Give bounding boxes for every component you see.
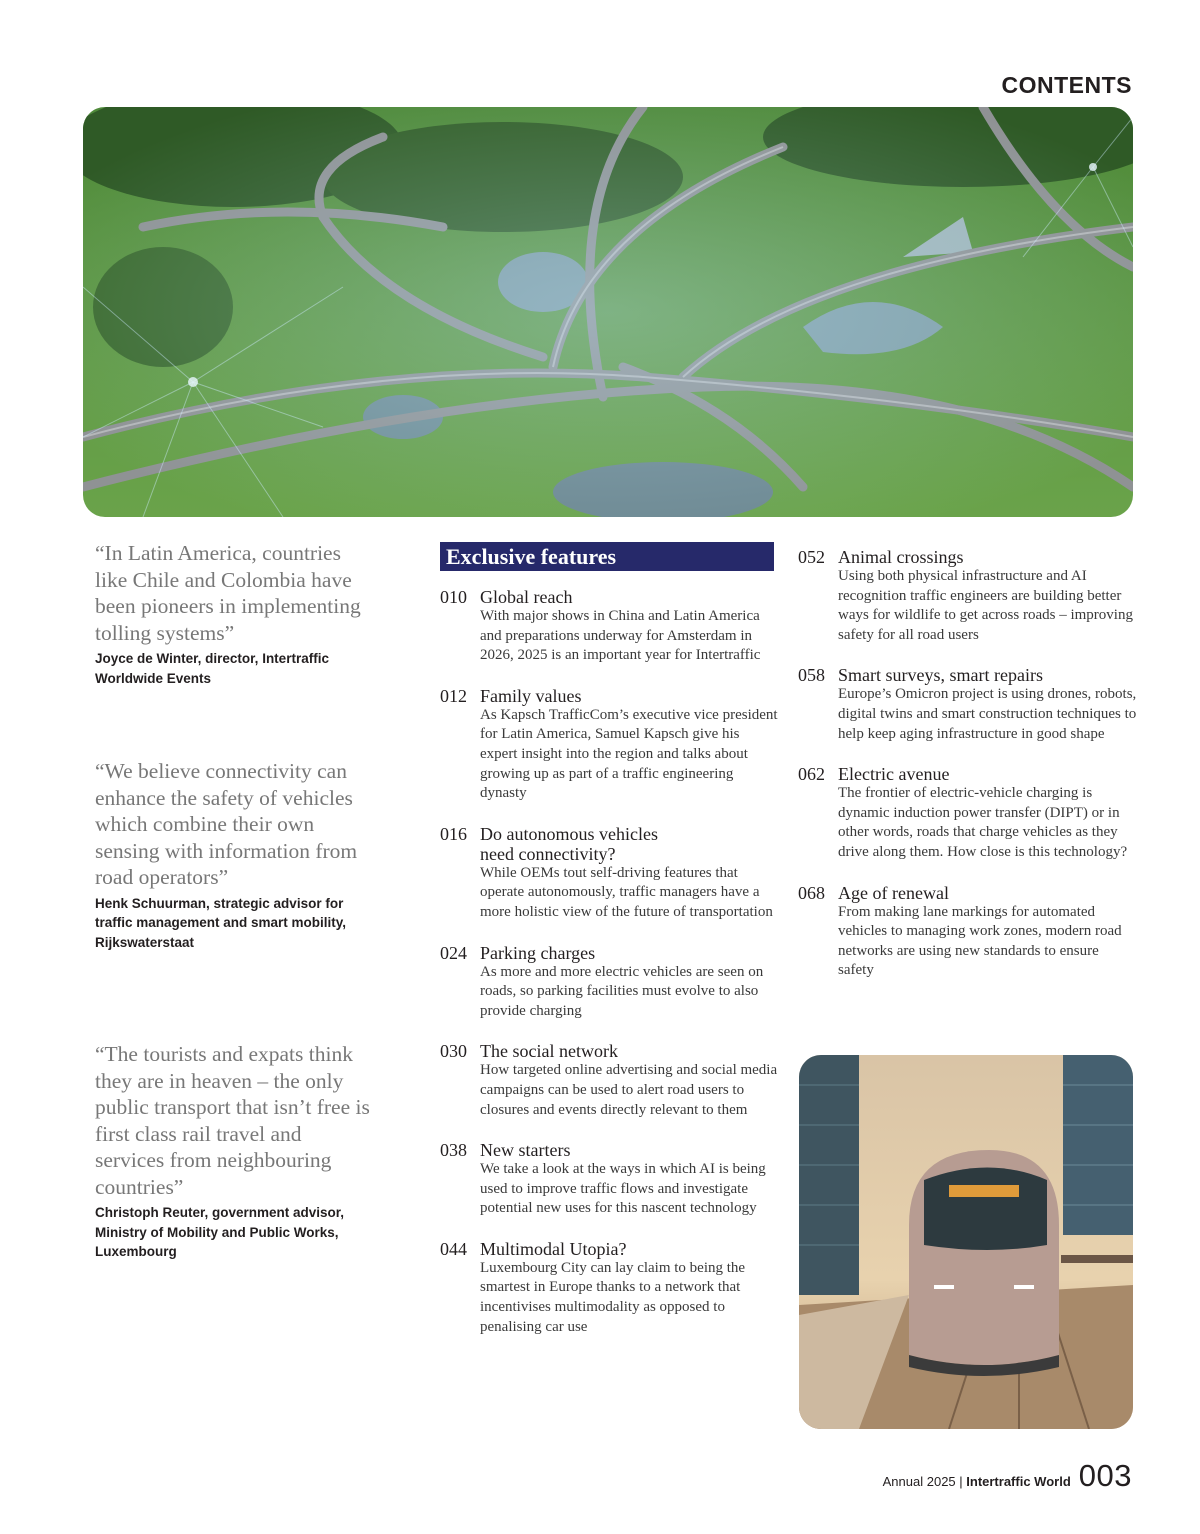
entry-description: Luxembourg City can lay claim to being the smartest in Europe thanks to a network that incentivises multimodality as opposed to penalising car use [480, 1259, 746, 1335]
features-column-right [798, 547, 1138, 981]
entry-title: Age of renewal [838, 882, 949, 903]
entry-title: Smart surveys, smart repairs [838, 665, 1043, 686]
toc-entry[interactable] [440, 686, 780, 804]
page-number: 044 [440, 1238, 467, 1259]
page-footer [883, 1458, 1132, 1494]
entry-description: As Kapsch TrafficCom’s executive vice president for Latin America, Samuel Kapsch give his expert insight into the region and talks about growing up as part of a traffic engineering dynasty [480, 706, 778, 802]
entry-title: Animal crossings [838, 547, 964, 567]
page-number-footer: 003 [1078, 1458, 1132, 1493]
page-title: CONTENTS [1001, 72, 1132, 98]
quote-text: “In Latin America, countries like Chile and Colombia have been pioneers in implementing tolling systems” [95, 541, 361, 645]
features-column [440, 542, 780, 1337]
entry-description: How targeted online advertising and social media campaigns can be used to alert road users to closures and events directly relevant to them [480, 1062, 778, 1118]
entry-title: Parking charges [480, 942, 596, 963]
section-banner: Exclusive features [440, 542, 774, 571]
entry-title: The social network [480, 1041, 618, 1062]
entry-title: Do autonomous vehicles need connectivity? [480, 823, 658, 864]
toc-entry[interactable] [440, 587, 780, 666]
pull-quote-3 [95, 1041, 375, 1262]
entry-title: Global reach [480, 587, 573, 607]
footer-edition: Annual 2025 [882, 1474, 956, 1489]
footer-publication: Intertraffic World [966, 1474, 1071, 1489]
page-number: 052 [798, 547, 825, 567]
toc-entry[interactable] [440, 1041, 780, 1120]
entry-title: Multimodal Utopia? [480, 1238, 627, 1259]
toc-entry[interactable] [440, 824, 780, 923]
quote-text: “We believe connectivity can enhance the safety of vehicles which combine their own sensing with information from road operators” [95, 759, 358, 889]
entry-title: Family values [480, 685, 582, 706]
page-number: 058 [798, 665, 825, 686]
page-number: 038 [440, 1140, 467, 1161]
toc-entry[interactable] [440, 1239, 780, 1337]
pull-quote-1 [95, 540, 375, 688]
page-number: 016 [440, 823, 467, 844]
entry-description: We take a look at the ways in which AI is being used to improve traffic flows and investigate potential new uses for this nascent technology [480, 1161, 766, 1217]
toc-entry[interactable] [440, 1140, 780, 1219]
page-number: 012 [440, 685, 467, 706]
toc-entry[interactable] [798, 547, 1138, 645]
entry-description: As more and more electric vehicles are seen on roads, so parking facilities must evolve to also provide charging [480, 963, 764, 1019]
page-number: 068 [798, 882, 825, 903]
quote-attribution: Henk Schuurman, strategic advisor for traffic management and smart mobility, Rijkswaterstaat [95, 895, 347, 950]
entry-description: With major shows in China and Latin America and preparations underway for Amsterdam in 2026, 2025 is an important year for Intertraffic [480, 608, 761, 664]
entry-title: New starters [480, 1140, 571, 1161]
entry-description: The frontier of electric-vehicle charging is dynamic induction power transfer (DIPT) or in other words, roads that charge vehicles as they drive along them. How close is this technology? [838, 785, 1128, 860]
page-number: 024 [440, 942, 467, 963]
entry-title: Electric avenue [838, 764, 950, 785]
entry-description: From making lane markings for automated vehicles to managing work zones, modern road networks are using new standards to ensure safety [838, 903, 1122, 979]
toc-entry[interactable] [798, 883, 1138, 981]
page-number: 010 [440, 587, 467, 607]
quote-attribution: Christoph Reuter, government advisor, Ministry of Mobility and Public Works, Luxembourg [95, 1205, 345, 1259]
page-number: 030 [440, 1041, 467, 1062]
quote-text: “The tourists and expats think they are in heaven – the only public transport that isn’t free is first class rail travel and services from neighbouring countries” [95, 1042, 370, 1199]
entry-description: Using both physical infrastructure and AI recognition traffic engineers are building better ways for wildlife to get across roads – improving safety for all road users [838, 568, 1133, 643]
page-number: 062 [798, 764, 825, 785]
entry-description: While OEMs tout self-driving features that operate autonomously, traffic managers have a more holistic view of the future of transportation [480, 864, 773, 920]
hero-image-highway-interchange [83, 107, 1133, 517]
footer-credit: Annual 2025 | Intertraffic World [882, 1474, 1071, 1489]
tram-image [799, 1055, 1133, 1429]
quote-attribution: Joyce de Winter, director, Intertraffic Worldwide Events [95, 651, 329, 686]
toc-entry[interactable] [798, 764, 1138, 862]
pull-quote-2 [95, 758, 375, 952]
toc-entry[interactable] [798, 665, 1138, 744]
toc-entry[interactable] [440, 943, 780, 1022]
entry-description: Europe’s Omicron project is using drones, robots, digital twins and smart construction techniques to help keep aging infrastructure in good shape [838, 686, 1137, 742]
